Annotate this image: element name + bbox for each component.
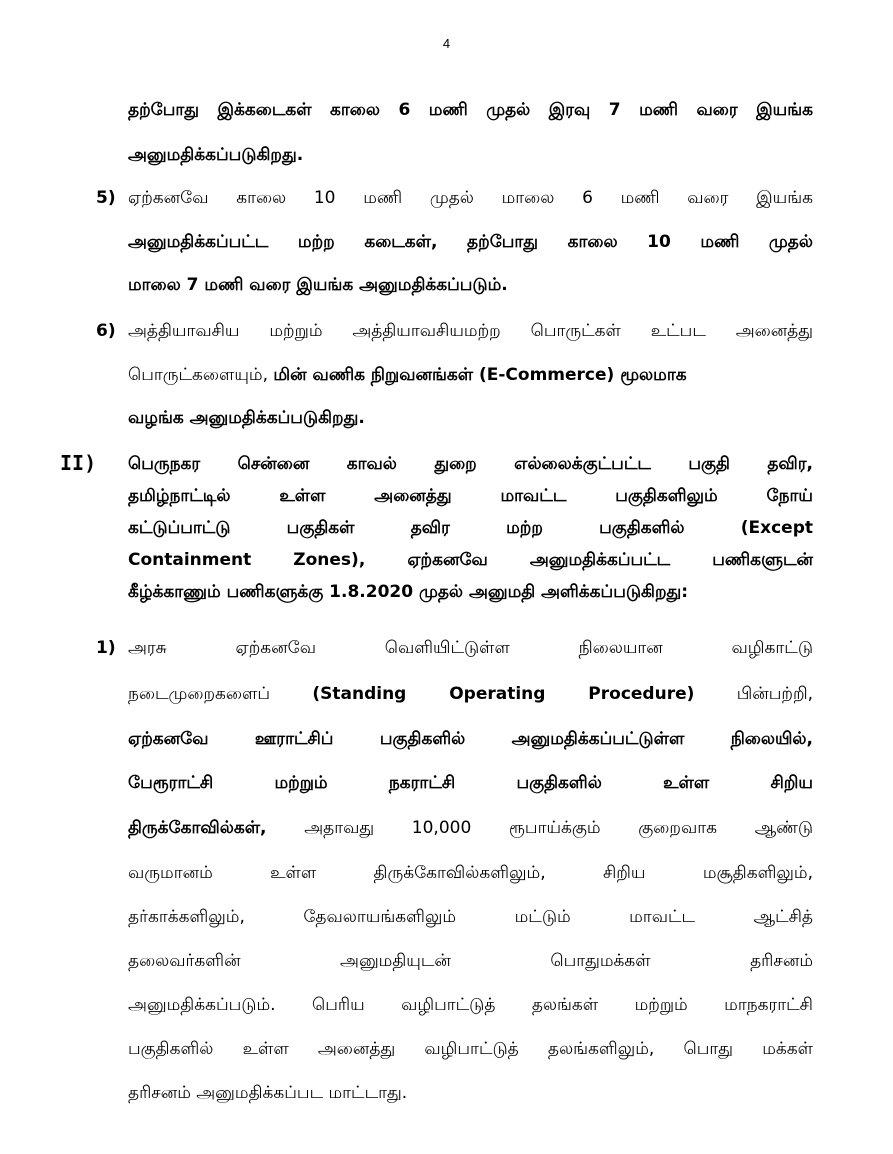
list-item-line: அத்தியாவசிய மற்றும் அத்தியாவசியமற்ற பொருட்கள் உட்பட அனைத்து	[128, 321, 813, 341]
list-item-line: திருக்கோவில்கள், அதாவது 10,000 ரூபாய்க்கும் குறைவாக ஆண்டு	[128, 818, 813, 838]
list-number: 1)	[96, 638, 116, 658]
section-number: II)	[60, 451, 97, 475]
list-item-line: பேரூராட்சி மற்றும் நகராட்சி பகுதிகளில் உள்ள சிறிய	[128, 773, 813, 793]
page-number: 4	[442, 36, 451, 51]
list-item-line: வழங்க அனுமதிக்கப்படுகிறது.	[128, 408, 365, 428]
list-item-line: மாலை 7 மணி வரை இயங்க அனுமதிக்கப்படும்.	[128, 275, 508, 295]
section-line: கீழ்க்காணும் பணிகளுக்கு 1.8.2020 முதல் அனுமதி அளிக்கப்படுகிறது:	[128, 582, 689, 602]
section-line: தமிழ்நாட்டில் உள்ள அனைத்து மாவட்ட பகுதிகளிலும் நோய்	[128, 486, 813, 506]
list-item-line: அனுமதிக்கப்படும். பெரிய வழிபாட்டுத் தலங்கள் மற்றும் மாநகராட்சி	[128, 995, 813, 1015]
section-line: Containment Zones), ஏற்கனவே அனுமதிக்கப்பட்ட பணிகளுடன்	[128, 550, 813, 570]
list-number: 5)	[96, 188, 116, 208]
list-item-line: ஏற்கனவே காலை 10 மணி முதல் மாலை 6 மணி வரை இயங்க	[128, 188, 813, 208]
list-number: 6)	[96, 321, 116, 341]
list-item-line: ஏற்கனவே ஊராட்சிப் பகுதிகளில் அனுமதிக்கப்பட்டுள்ள நிலையில்,	[128, 729, 813, 749]
list-item-line: தர்காக்களிலும், தேவலாயங்களிலும் மட்டும் மாவட்ட ஆட்சித்	[128, 907, 813, 927]
list-item-line: பகுதிகளில் உள்ள அனைத்து வழிபாட்டுத் தலங்களிலும், பொது மக்கள்	[128, 1039, 813, 1059]
list-item-line: வருமானம் உள்ள திருக்கோவில்களிலும், சிறிய மசூதிகளிலும்,	[128, 863, 813, 883]
section-line: பெருநகர சென்னை காவல் துறை எல்லைக்குட்பட்ட பகுதி தவிர,	[128, 454, 813, 474]
section-line: கட்டுப்பாட்டு பகுதிகள் தவிர மற்ற பகுதிகளில் (Except	[128, 518, 813, 538]
list-item-line: நடைமுறைகளைப் (Standing Operating Procedure) பின்பற்றி,	[128, 684, 813, 704]
paragraph-line: அனுமதிக்கப்படுகிறது.	[128, 145, 304, 165]
paragraph-line: தற்போது இக்கடைகள் காலை 6 மணி முதல் இரவு 7 மணி வரை இயங்க	[128, 100, 813, 120]
list-item-line: பொருட்களையும், மின் வணிக நிறுவனங்கள் (E-Commerce) மூலமாக	[128, 365, 687, 385]
list-item-line: தலைவர்களின் அனுமதியுடன் பொதுமக்கள் தரிசனம்	[128, 951, 813, 971]
list-item-line: தரிசனம் அனுமதிக்கப்பட மாட்டாது.	[128, 1083, 408, 1103]
list-item-line: அனுமதிக்கப்பட்ட மற்ற கடைகள், தற்போது காலை 10 மணி முதல்	[128, 232, 813, 252]
list-item-line: அரசு ஏற்கனவே வெளியிட்டுள்ள நிலையான வழிகாட்டு	[128, 638, 813, 658]
